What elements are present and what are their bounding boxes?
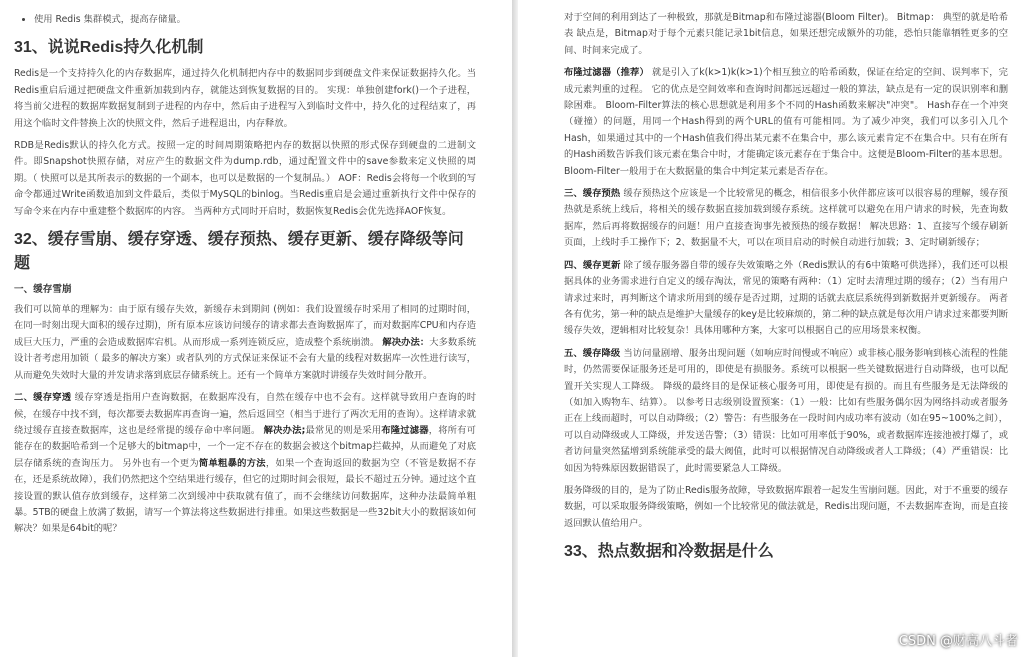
text: 除了缓存服务器自带的缓存失效策略之外（Redis默认的有6中策略可供选择），我们还可以根据具体的业务需求进行自定义的缓存淘汰，常见的策略有两种：（1）定时去清理过期的缓存；（2）当有用户请求过来时，再判断这个请求所用到的缓存是否过期，过期的话就去底层系统得到新数据并更新缓存。 两者各有优劣，第一种的缺点是维护大量缓存的key是比较麻烦的，第二种的缺点就是每次用户请求过来都要判断缓存失效，逻辑相对比较复杂！具体用哪种方案，大家可以根据自己的应用场景来权衡。 [564,259,1008,337]
bold-text: 解决办法： [382,336,430,348]
list-item: • 使用 Redis 集群模式，提高存储量。 [34,12,476,28]
text: 当访问量剧增、服务出现问题（如响应时间慢或不响应）或非核心服务影响到核心流程的性能时，仍然需要保证服务还是可用的，即使是有损服务。系统可以根据一些关键数据进行自动降级，也可以配置开关实现人工降级。 降级的最终目的是保证核心服务可用，即使是有损的。而且有些服务是无法降级的（如加入购物车、结算）。 以参考日志级别设置预案：（1）一般：比如有些服务偶尔因为网络抖动或者服务正在上线而超时，可以自动降级；（2）警告：有些服务在一段时间内成功率有波动（如在95~100%之间），可以自动降级或人工降级，并发送告警；（3）错误：比如可用率低于90%，或者数据库连接池被打爆了，或者访问量突然猛增到系统能承受的最大阀值，此时可以根据情况自动降级或者人工降级；（4）严重错误：比如因为特殊原因数据错误了，此时需要紧急人工降级。 [564,347,1008,474]
bold-text: 简单粗暴的方法 [198,457,266,469]
right-page [518,0,1032,657]
bold-text: 三、缓存预热 [564,188,621,200]
paragraph [14,302,476,384]
text: 我们可以简单的理解为：由于原有缓存失效，新缓存未到期间 (例如：我们设置缓存时采用了相同的过期时间，在同一时刻出现大面积的缓存过期)，所有原本应该访问缓存的请求都去查询数据库了，而对数据库CPU和内存造成巨大压力，严重的会造成数据库宕机。从而形成一系列连锁反应，造成整个系统崩溃。 [14,304,476,348]
heading-31: 31、说说Redis持久化机制 [14,39,204,57]
paragraph [564,186,1008,252]
bold-text: 布隆过滤器 [381,424,429,436]
text: 最常见的则是采用 [305,424,382,436]
bold-text: 五、缓存降级 [564,347,621,359]
paragraph [564,258,1008,340]
bullet-list [14,12,476,28]
paragraph [564,346,1008,477]
left-page [0,0,512,657]
paragraph: RDB是Redis默认的持久化方式。按照一定的时间周期策略把内存的数据以快照的形式保存到硬盘的二进制文件。即Snapshot快照存储，对应产生的数据文件为dump.rdb，通过配置文件中的save参数来定义快照的周期。（ 快照可以是其所表示的数据的一个副本，也可以是数据的一个复制品。） AOF：Redis会将每一个收到的写命令都通过Write函数追加到文件最后，类似于MySQL的binlog。当Redis重启是会通过重新执行文件中保存的写命令来在内存中重建整个数据库的内容。 当两种方式同时开启时，数据恢复Redis会优先选择AOF恢复。 [14,140,476,217]
bold-text: 四、缓存更新 [564,259,621,271]
text: ，如果一个查询返回的数据为空（不管是数据不存在，还是系统故障），我们仍然把这个空结果进行缓存，但它的过期时间会很短，最长不超过五分钟。通过这个直接设置的默认值存放到缓存，这样第二次到缓冲中获取就有值了，而不会继续访问数据库，这种办法最简单粗暴。5TB的硬盘上放满了数据，请写一个算法将这些数据进行排重。如果这些数据是一些32bit大小的数据该如何解决？如果是64bit的呢？ [14,457,476,535]
subheading-cache-avalanche: 一、缓存雪崩 [14,284,72,296]
text: 大多数系统设计者考虑用加锁（ 最多的解决方案）或者队列的方式保证来保证不会有大量的线程对数据库一次性进行读写，从而避免失效时大量的并发请求落到底层存储系统上。还有一个简单方案就时讲缓存失效时间分散开。 [14,336,476,381]
text: 就是引入了k(k>1)k(k>1)个相互独立的哈希函数，保证在给定的空间、误判率下，完成元素判重的过程。 它的优点是空间效率和查询时间都远远超过一般的算法，缺点是有一定的误识别率和删除困难。 Bloom-Filter算法的核心思想就是利用多个不同的Hash函数来解决"冲突"。 Hash存在一个冲突（碰撞）的问题，用同一个Hash得到的两个URL的值有可能相同。为了减少冲突，我们可以多引入几个Hash，如果通过其中的一个Hash值我们得出某元素不在集合中，那么该元素肯定不在集合中。只有在所有的Hash函数告诉我们该元素在集合中时，才能确定该元素存在于集合中。这便是Bloom-Filter的基本思想。 Bloom-Filter一般用于在大数据量的集合中判定某元素是否存在。 [564,67,1008,177]
text: 缓存穿透是指用户查询数据，在数据库没有，自然在缓存中也不会有。这样就导致用户查询的时候，在缓存中找不到，每次都要去数据库再查询一遍，然后返回空（相当于进行了两次无用的查询）。这样请求就绕过缓存直接查数据库，这也是经常提的缓存命中率问题。 [14,392,476,436]
bold-text: 解决办法; [263,424,306,436]
paragraph [564,65,1008,180]
heading-33: 33、热点数据和冷数据是什么 [564,543,774,561]
paragraph: 服务降级的目的，是为了防止Redis服务故障，导致数据库跟着一起发生雪崩问题。因此，对于不重要的缓存数据，可以采取服务降级策略，例如一个比较常见的做法就是，Redis出现问题，不去数据库查询，而是直接返回默认值给用户。 [564,484,1008,529]
text: 缓存预热这个应该是一个比较常见的概念，相信很多小伙伴都应该可以很容易的理解，缓存预热就是系统上线后，将相关的缓存数据直接加载到缓存系统。这样就可以避免在用户请求的时候，先查询数据库，然后再将数据缓存的问题！用户直接查询事先被预热的缓存数据！ 解决思路：1、直接写个缓存刷新页面，上线时手工操作下；2、数据量不大，可以在项目启动的时候自动进行加载；3、定时刷新缓存； [564,188,1008,249]
heading-32: 32、缓存雪崩、缓存穿透、缓存预热、缓存更新、缓存降级等问题 [14,231,464,273]
watermark: CSDN @财高八斗者 [898,634,1018,649]
paragraph: Redis是一个支持持久化的内存数据库，通过持久化机制把内存中的数据同步到硬盘文件来保证数据持久化。当Redis重启后通过把硬盘文件重新加载到内存，就能达到恢复数据的目的。 实现：单独创建fork()一个子进程，将当前父进程的数据库数据复制到子进程的内存中，然后由子进程写入到临时文件中，持久化的过程结束了，再用这个临时文件替换上次的快照文件，然后子进程退出，内存释放。 [14,68,476,129]
bold-text: 二、缓存穿透 [14,392,72,404]
text: ，将所有可能存在的数据哈希到一个足够大的bitmap中，一个一定不存在的数据会被这个bitmap拦截掉，从而避免了对底层存储系统的查询压力。 另外也有一个更为 [14,424,476,469]
paragraph: 对于空间的利用到达了一种极致，那就是Bitmap和布隆过滤器(Bloom Filter)。 Bitmap： 典型的就是哈希表 缺点是，Bitmap对于每个元素只能记录1bit信息，如果还想完成额外的功能，恐怕只能靠牺牲更多的空间、时间来完成了。 [564,12,1008,56]
bold-text: 布隆过滤器（推荐） [564,67,649,79]
paragraph [14,390,476,538]
